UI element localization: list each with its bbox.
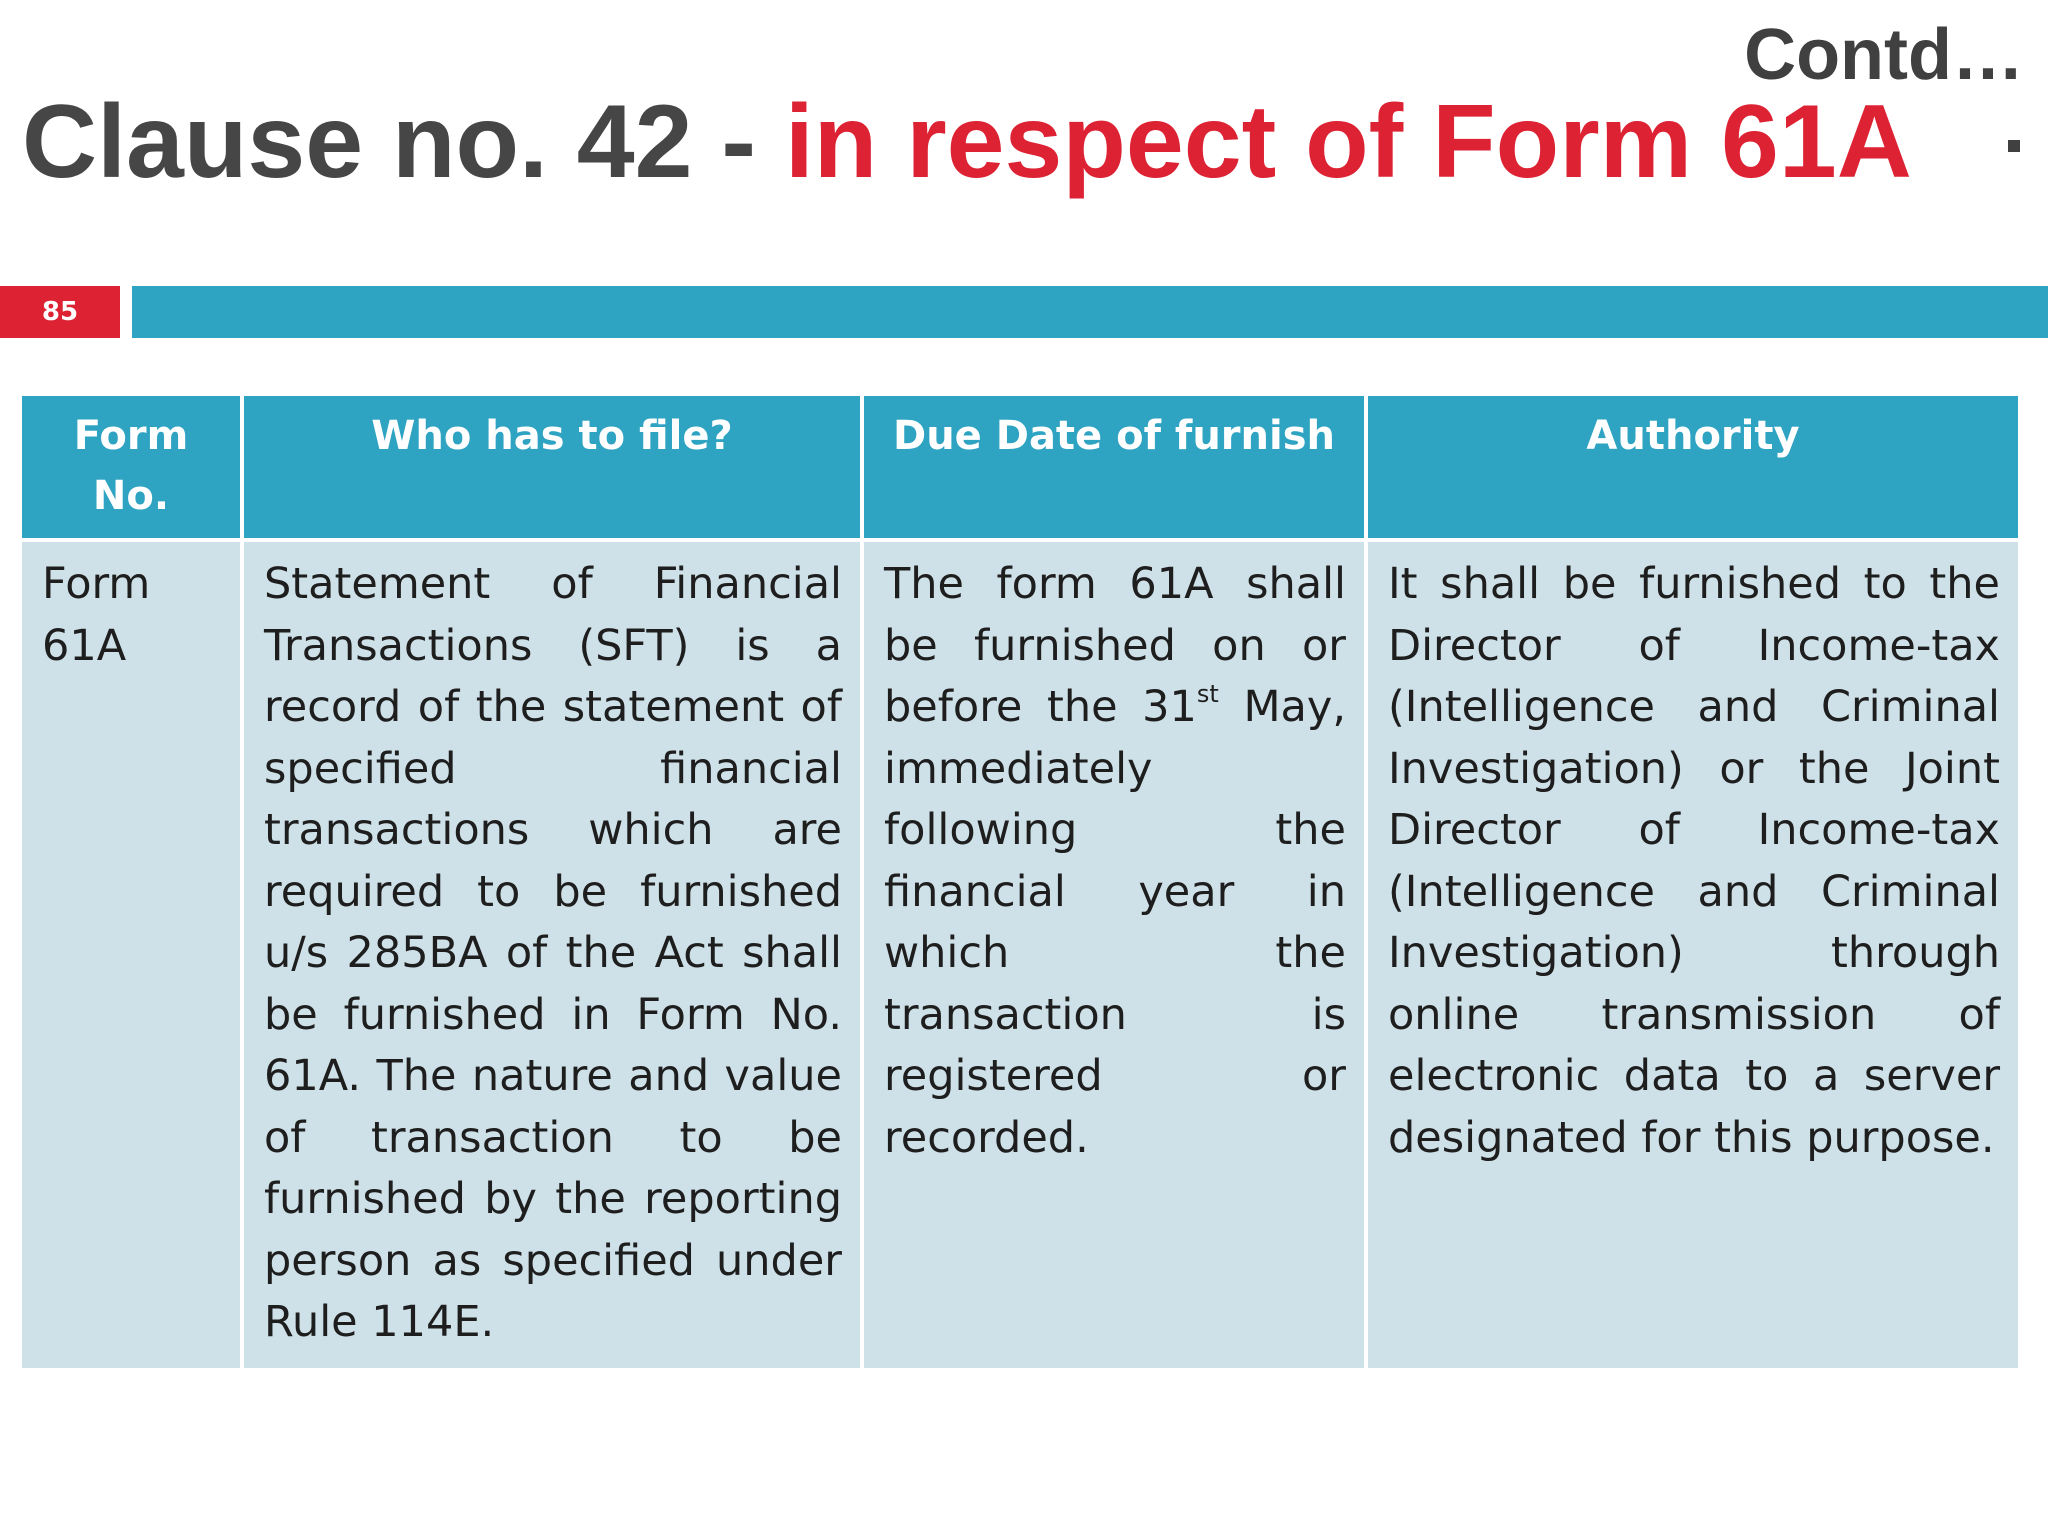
- page-number-badge: 85: [0, 286, 120, 338]
- cell-form-no: Form 61A: [20, 540, 242, 1370]
- due-date-text-end: May, immediately following the financial year in which the transaction is registered or recorded.: [884, 682, 1347, 1163]
- title-prefix: Clause no. 42 -: [22, 84, 785, 200]
- due-date-text-start: The form 61A shall be furnished on or before the 31: [884, 559, 1346, 732]
- title-highlight: in respect of Form 61A: [784, 84, 1912, 200]
- table-row: [20, 540, 2020, 1370]
- contd-label: Contd…: [1744, 15, 2024, 95]
- form-61a-table: [18, 392, 2022, 1372]
- table-header-row: [20, 394, 2020, 540]
- decorative-dot: [2008, 140, 2020, 152]
- cell-due-date: [862, 540, 1366, 1370]
- slide-title: [22, 86, 1912, 198]
- header-who-files: Who has to file?: [242, 394, 862, 540]
- header-form-no: Form No.: [20, 394, 242, 540]
- header-divider-bar: [132, 286, 2048, 338]
- due-date-ordinal: st: [1196, 679, 1219, 708]
- cell-who-files: Statement of Financial Transactions (SFT) is a record of the statement of specified financial transactions which are required to be furnished u/s 285BA of the Act shall be furnished in Form No. 61A. The nature and value of transaction to be furnished by the reporting person as specified under Rule 114E.: [242, 540, 862, 1370]
- cell-authority: It shall be furnished to the Director of Income-tax (Intelligence and Criminal Investigation) or the Joint Director of Income-tax (Intelligence and Criminal Investigation) through online transmission of electronic data to a server designated for this purpose.: [1366, 540, 2020, 1370]
- header-due-date: Due Date of furnish: [862, 394, 1366, 540]
- header-authority: Authority: [1366, 394, 2020, 540]
